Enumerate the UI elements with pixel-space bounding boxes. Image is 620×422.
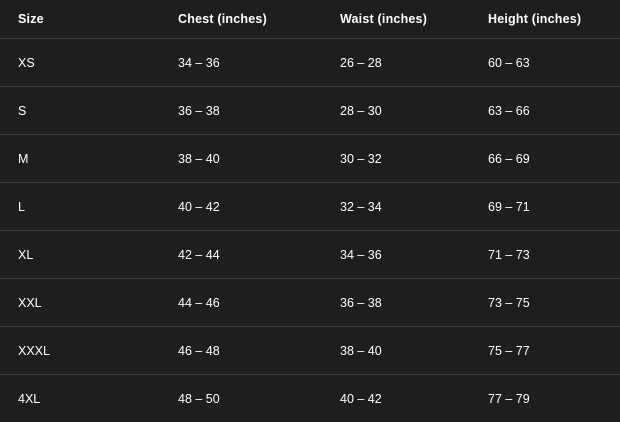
cell-size: XXXL: [0, 327, 160, 375]
cell-height: 60 – 63: [470, 39, 620, 87]
cell-waist: 34 – 36: [322, 231, 470, 279]
cell-size: L: [0, 183, 160, 231]
cell-height: 66 – 69: [470, 135, 620, 183]
column-header-waist: Waist (inches): [322, 0, 470, 39]
table-row: [0, 183, 620, 231]
cell-chest: 36 – 38: [160, 87, 322, 135]
column-header-height: Height (inches): [470, 0, 620, 39]
table-row: [0, 87, 620, 135]
cell-height: 63 – 66: [470, 87, 620, 135]
cell-size: M: [0, 135, 160, 183]
cell-waist: 30 – 32: [322, 135, 470, 183]
cell-waist: 26 – 28: [322, 39, 470, 87]
table-row: [0, 327, 620, 375]
cell-waist: 40 – 42: [322, 375, 470, 422]
table-header-row: [0, 0, 620, 39]
cell-chest: 34 – 36: [160, 39, 322, 87]
cell-chest: 48 – 50: [160, 375, 322, 422]
table-body: [0, 39, 620, 422]
table-row: [0, 231, 620, 279]
cell-chest: 46 – 48: [160, 327, 322, 375]
cell-height: 71 – 73: [470, 231, 620, 279]
cell-chest: 40 – 42: [160, 183, 322, 231]
cell-size: XXL: [0, 279, 160, 327]
table-row: [0, 135, 620, 183]
cell-height: 73 – 75: [470, 279, 620, 327]
cell-size: XL: [0, 231, 160, 279]
cell-waist: 28 – 30: [322, 87, 470, 135]
cell-height: 77 – 79: [470, 375, 620, 422]
cell-height: 75 – 77: [470, 327, 620, 375]
cell-waist: 32 – 34: [322, 183, 470, 231]
cell-chest: 44 – 46: [160, 279, 322, 327]
column-header-size: Size: [0, 0, 160, 39]
cell-waist: 36 – 38: [322, 279, 470, 327]
table-row: [0, 375, 620, 422]
table-header: [0, 0, 620, 39]
cell-chest: 42 – 44: [160, 231, 322, 279]
column-header-chest: Chest (inches): [160, 0, 322, 39]
cell-chest: 38 – 40: [160, 135, 322, 183]
cell-size: S: [0, 87, 160, 135]
table-row: [0, 279, 620, 327]
table-row: [0, 39, 620, 87]
cell-size: XS: [0, 39, 160, 87]
cell-height: 69 – 71: [470, 183, 620, 231]
cell-size: 4XL: [0, 375, 160, 422]
cell-waist: 38 – 40: [322, 327, 470, 375]
